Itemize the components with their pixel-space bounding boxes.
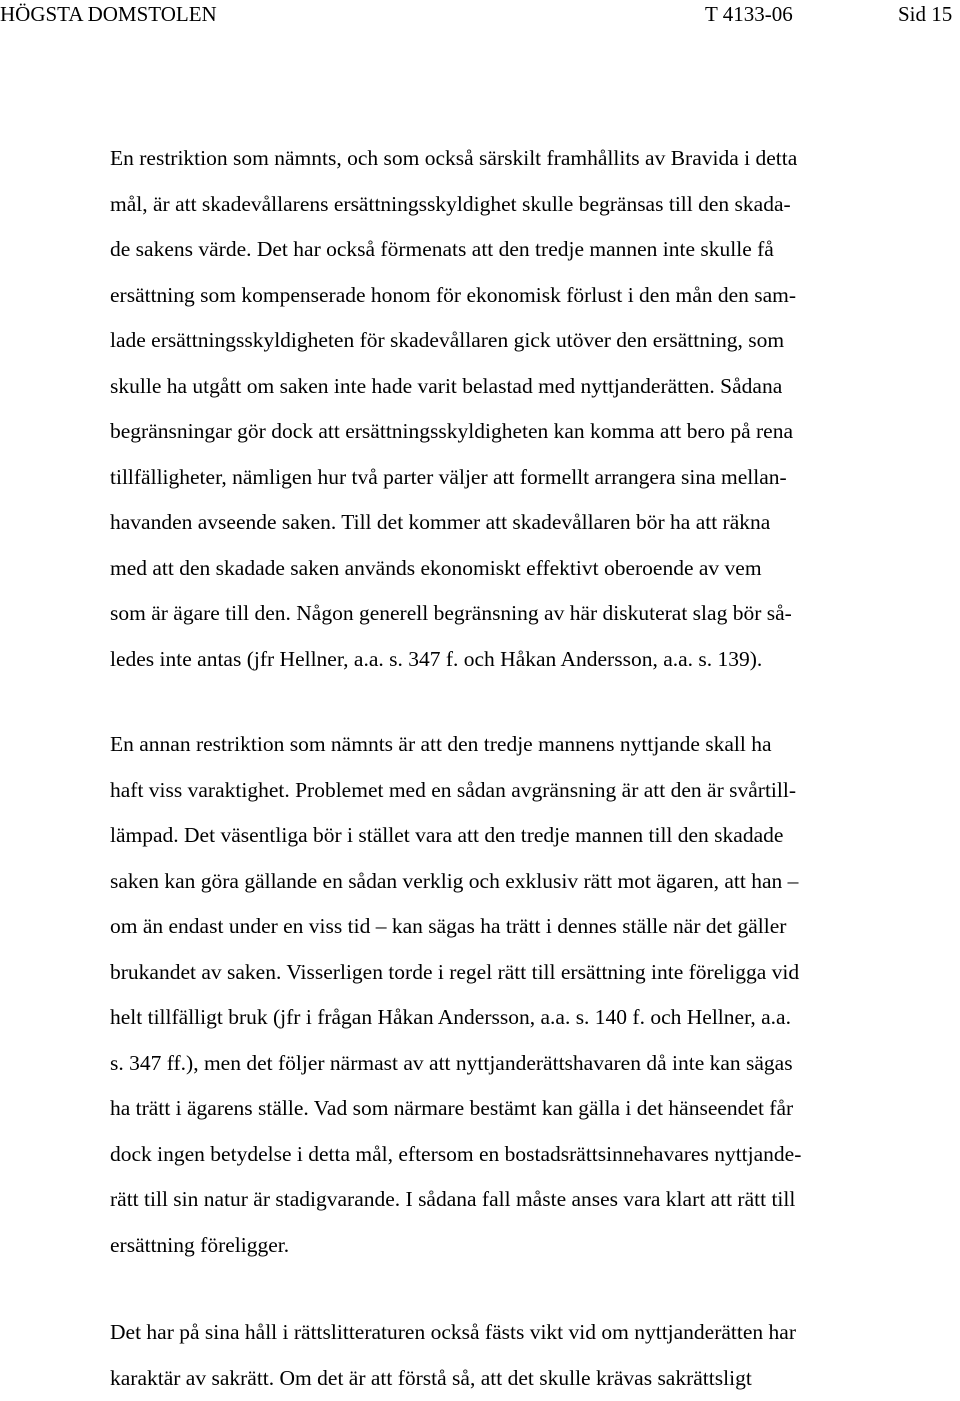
- text-line: rätt till sin natur är stadigvarande. I sådana fall måste anses vara klart att rätt till: [110, 1177, 960, 1223]
- text-line: ledes inte antas (jfr Hellner, a.a. s. 347 f. och Håkan Andersson, a.a. s. 139).: [110, 637, 960, 683]
- paragraph-1: [110, 136, 960, 682]
- text-line: de sakens värde. Det har också förmenats att den tredje mannen inte skulle få: [110, 227, 960, 273]
- text-line: brukandet av saken. Visserligen torde i regel rätt till ersättning inte föreligga vid: [110, 950, 960, 996]
- text-line: mål, är att skadevållarens ersättningsskyldighet skulle begränsas till den skada-: [110, 182, 960, 228]
- text-line: Det har på sina håll i rättslitteraturen också fästs vikt vid om nyttjanderätten har: [110, 1310, 960, 1356]
- text-line: helt tillfälligt bruk (jfr i frågan Håkan Andersson, a.a. s. 140 f. och Hellner, a.a.: [110, 995, 960, 1041]
- text-line: havanden avseende saken. Till det kommer att skadevållaren bör ha att räkna: [110, 500, 960, 546]
- text-line: skulle ha utgått om saken inte hade varit belastad med nyttjanderätten. Sådana: [110, 364, 960, 410]
- text-line: s. 347 ff.), men det följer närmast av att nyttjanderättshavaren då inte kan sägas: [110, 1041, 960, 1087]
- case-number: T 4133-06: [705, 2, 793, 27]
- text-line: dock ingen betydelse i detta mål, eftersom en bostadsrättsinnehavares nyttjande-: [110, 1132, 960, 1178]
- text-line: saken kan göra gällande en sådan verklig och exklusiv rätt mot ägaren, att han –: [110, 859, 960, 905]
- text-line: om än endast under en viss tid – kan sägas ha trätt i dennes ställe när det gäller: [110, 904, 960, 950]
- text-line: haft viss varaktighet. Problemet med en sådan avgränsning är att den är svårtill-: [110, 768, 960, 814]
- text-line: ha trätt i ägarens ställe. Vad som närmare bestämt kan gälla i det hänseendet får: [110, 1086, 960, 1132]
- text-line: En restriktion som nämnts, och som också särskilt framhållits av Bravida i detta: [110, 136, 960, 182]
- text-line: En annan restriktion som nämnts är att den tredje mannens nyttjande skall ha: [110, 722, 960, 768]
- text-line: med att den skadade saken används ekonomiskt effektivt oberoende av vem: [110, 546, 960, 592]
- court-name: HÖGSTA DOMSTOLEN: [0, 2, 217, 27]
- page-number: Sid 15: [898, 2, 952, 27]
- paragraph-2: [110, 722, 960, 1268]
- text-line: lade ersättningsskyldigheten för skadevållaren gick utöver den ersättning, som: [110, 318, 960, 364]
- text-line: som är ägare till den. Någon generell begränsning av här diskuterat slag bör så-: [110, 591, 960, 637]
- text-line: begränsningar gör dock att ersättningsskyldigheten kan komma att bero på rena: [110, 409, 960, 455]
- text-line: karaktär av sakrätt. Om det är att förstå så, att det skulle krävas sakrättsligt: [110, 1356, 960, 1401]
- page-header: [0, 0, 960, 32]
- text-line: ersättning föreligger.: [110, 1223, 960, 1269]
- text-line: lämpad. Det väsentliga bör i stället vara att den tredje mannen till den skadade: [110, 813, 960, 859]
- text-line: ersättning som kompenserade honom för ekonomisk förlust i den mån den sam-: [110, 273, 960, 319]
- text-line: tillfälligheter, nämligen hur två parter väljer att formellt arrangera sina mellan-: [110, 455, 960, 501]
- paragraph-3: [110, 1310, 960, 1401]
